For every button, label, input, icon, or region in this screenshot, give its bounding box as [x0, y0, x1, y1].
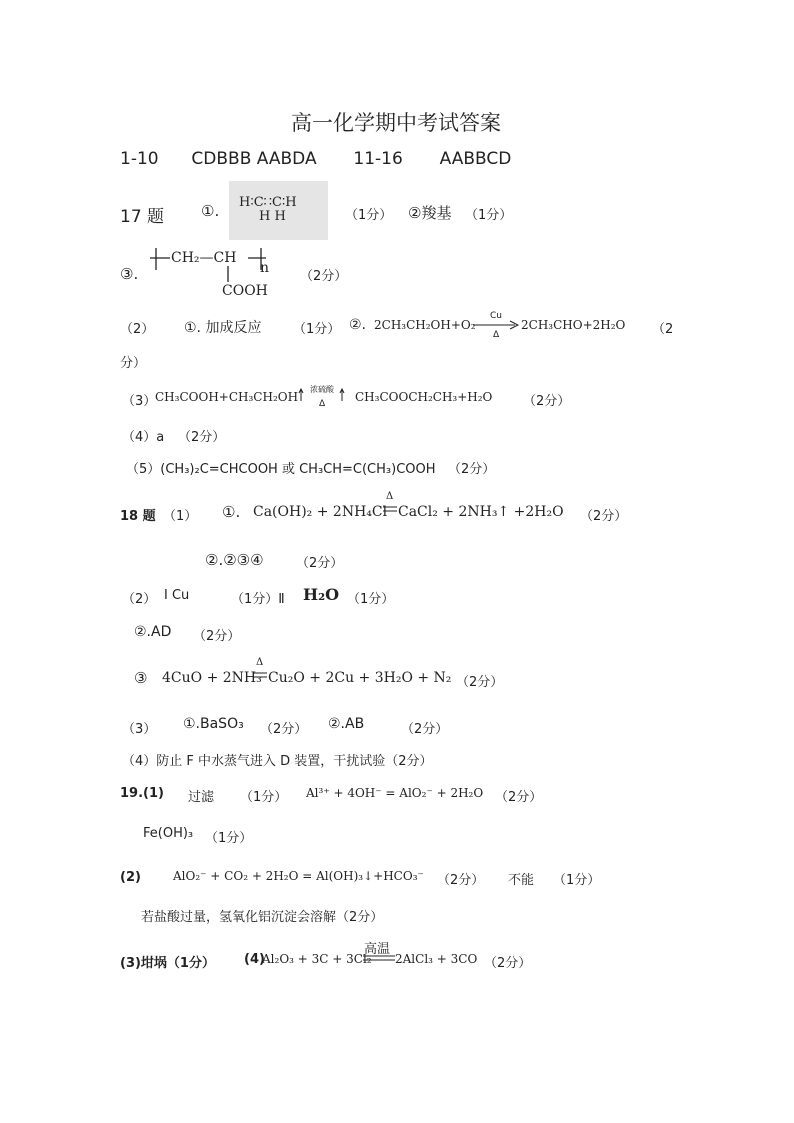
q18-2c-score: （2分）: [456, 675, 504, 690]
q19-eq4-score: （2分）: [484, 956, 532, 971]
q17-2-b-num: ②.: [349, 317, 367, 333]
q18-eq1-left: Ca(OH)₂ + 2NH₄Cl: [253, 504, 388, 520]
q18-eq1-delta: Δ: [386, 491, 394, 502]
mc-answer-1: CDBBB AABDA: [191, 149, 317, 169]
q19-eq1: Al³⁺ + 4OH⁻ = AlO₂⁻ + 2H₂O: [306, 786, 484, 800]
q18-part-3: （3）: [122, 722, 157, 737]
q19-1b: Fe(OH)₃: [143, 826, 194, 841]
q17-2-b-eq: 2CH₃CH₂OH+O₂: [374, 318, 476, 332]
q19-eq4-right: 2AlCl₃ + 3CO: [395, 952, 478, 966]
q19-part-3: (3)坩埚（1分）: [120, 956, 215, 971]
q19-eq4-left: Al₂O₃ + 3C + 3Cl₂: [262, 952, 372, 966]
q19-eq4-condition: 高温: [364, 942, 391, 957]
q18-score-2: （2分）: [296, 556, 344, 571]
equals-sign-3: [363, 954, 397, 962]
q19-label: 19.(1): [120, 786, 164, 801]
q18-3b-score: （2分）: [401, 722, 449, 737]
q19-2c-score: （1分）: [553, 873, 601, 888]
q17-3-label: （3）: [122, 394, 157, 409]
arrow-heat: Δ: [493, 330, 500, 340]
q18-2b-score: （2分）: [193, 629, 241, 644]
q17-3-left: CH₃COOH+CH₃CH₂OH: [155, 390, 299, 404]
q17-2-b-score-a: （2: [652, 322, 674, 337]
ester-heat: Δ: [319, 399, 326, 409]
q19-part-2: (2): [120, 870, 141, 885]
q19-2d: 若盐酸过量，氢氧化铝沉淀会溶解（2分）: [141, 910, 384, 925]
q18-eq2-right: Cu₂O + 2Cu + 3H₂O + N₂: [268, 670, 452, 686]
polymer-main: CH₂—CH: [171, 250, 237, 266]
q17-4: （4）a: [122, 430, 165, 445]
q19-2c: 不能: [508, 873, 535, 888]
q18-eq2-left: 4CuO + 2NH₃: [162, 670, 262, 686]
q18-3a: ①.BaSO₃: [183, 716, 244, 732]
q18-i: Ⅰ Cu: [164, 588, 190, 603]
q17-3-right: CH₃COOCH₂CH₃+H₂O: [355, 390, 493, 404]
mc-answer-2: AABBCD: [439, 149, 512, 169]
q18-label: 18 题: [120, 509, 156, 524]
lewis-bottom: H H: [259, 209, 286, 224]
q19-eq2: AlO₂⁻ + CO₂ + 2H₂O = Al(OH)₃↓+HCO₃⁻: [173, 869, 424, 883]
q19-1b-score: （1分）: [205, 831, 253, 846]
q17-score-1: （1分）: [345, 208, 393, 223]
equals-sign-2: [253, 670, 269, 680]
q19-1a: 过滤: [188, 790, 215, 805]
q17-2-a: ①. 加成反应: [184, 320, 262, 336]
q18-num-1: ①.: [222, 503, 241, 521]
mc-answers: [120, 149, 511, 169]
equals-sign-1: [383, 504, 399, 514]
q18-ii-score: （1分）: [347, 592, 395, 607]
q18-part-1: （1）: [163, 509, 198, 524]
q17-score-2: （1分）: [465, 208, 513, 223]
q17-3-score: （2分）: [523, 394, 571, 409]
mc-range-2: 11-16: [353, 149, 403, 169]
q17-2-b-prod: 2CH₃CHO+2H₂O: [521, 318, 626, 332]
q17-2-a-score: （1分）: [293, 322, 341, 337]
polymer-sub: COOH: [222, 283, 268, 299]
q18-2c-num: ③: [134, 669, 148, 687]
q17-5-score: （2分）: [448, 462, 496, 477]
reaction-arrow: [473, 320, 521, 330]
q17-num-3: ③.: [120, 265, 139, 283]
q17-part-2: ②羧基: [408, 204, 452, 222]
lewis-structure: [239, 196, 297, 224]
ester-catalyst: 浓硫酸: [310, 385, 334, 394]
q17-2-label: （2）: [120, 322, 155, 337]
q19-eq2-score: （2分）: [437, 873, 485, 888]
q17-label: 17 题: [120, 207, 165, 227]
q19-1a-score: （1分）: [240, 790, 288, 805]
q18-part-4: （4）防止 F 中水蒸气进入 D 装置，干扰试验（2分）: [122, 754, 433, 769]
q17-num-1: ①.: [201, 202, 220, 220]
q18-num-2: ②.②③④: [205, 551, 264, 569]
q18-3a-score: （2分）: [260, 722, 308, 737]
q17-score-3: （2分）: [300, 269, 348, 284]
q18-eq2-delta: Δ: [256, 657, 264, 668]
lewis-top: H∶C∷C∶H: [239, 195, 297, 210]
q18-part-2: （2）: [122, 592, 157, 607]
q18-2b: ②.AD: [134, 624, 172, 640]
mc-range-1: 1-10: [120, 149, 159, 169]
q17-4-score: （2分）: [178, 430, 226, 445]
arrow-cat-cu: Cu: [490, 311, 502, 321]
q18-ii-value: H₂O: [303, 585, 340, 604]
page-title: 高一化学期中考试答案: [291, 111, 501, 135]
q18-3b: ②.AB: [328, 716, 365, 732]
q17-2-b-score-b: 分）: [120, 356, 147, 371]
q18-score-1: （2分）: [580, 509, 628, 524]
q17-5: （5）(CH₃)₂C=CHCOOH 或 CH₃CH=C(CH₃)COOH: [126, 462, 436, 477]
q18-eq1-right: CaCl₂ + 2NH₃↑ +2H₂O: [398, 504, 564, 520]
q19-eq1-score: （2分）: [495, 790, 543, 805]
polymer-n: n: [260, 260, 270, 276]
q19-part-4: (4): [244, 952, 265, 967]
q18-i-score: （1分）Ⅱ: [231, 592, 285, 607]
